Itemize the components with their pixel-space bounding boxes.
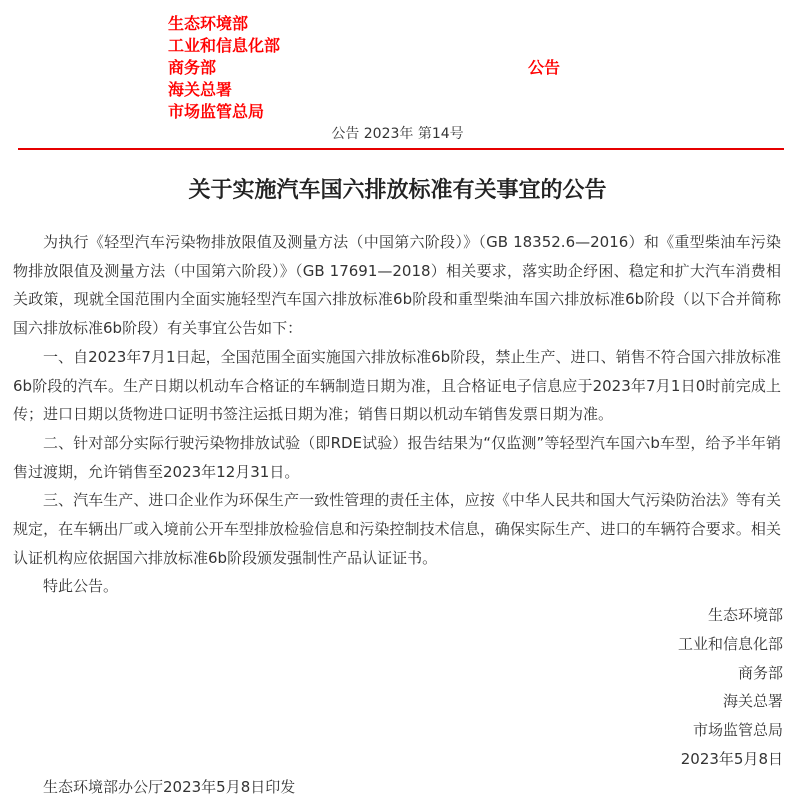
issuing-agency-line: 市场监管总局 — [168, 102, 265, 121]
red-divider-rule — [18, 148, 784, 150]
signature-agency: 生态环境部 — [707, 606, 783, 625]
issuing-agency-line: 海关总署 — [168, 80, 233, 99]
document-header — [0, 0, 795, 123]
body-paragraph-intro: 为执行《轻型汽车污染物排放限值及测量方法（中国第六阶段）》（GB 18352.6—2016）和《重型柴油车污染物排放限值及测量方法（中国第六阶段）》（GB 17691—2018）相关要求，落实助企纾困、稳定和扩大汽车消费相关政策，现就全国范围内全面实施轻型汽车国六排放标准6b阶段和重型柴油车国六排放标准6b阶段（以下合并简称国六排放标准6b阶段）有关事宜公告如下： — [13, 233, 781, 338]
page-title: 关于实施汽车国六排放标准有关事宜的公告 — [188, 178, 607, 203]
announcement-label: 公告 — [528, 58, 561, 77]
body-paragraph-item-1: 一、自2023年7月1日起，全国范围全面实施国六排放标准6b阶段，禁止生产、进口、销售不符合国六排放标准6b阶段的汽车。生产日期以机动车合格证的车辆制造日期为准，且合格证电子信息应于2023年7月1日0时前完成上传；进口日期以货物进口证明书签注运抵日期为准；销售日期以机动车销售发票日期为准。 — [13, 347, 781, 424]
signature-agency: 商务部 — [737, 663, 783, 682]
signature-block — [0, 601, 783, 773]
signature-agency: 工业和信息化部 — [677, 634, 783, 653]
signature-date: 2023年5月8日 — [680, 749, 783, 768]
issuing-agencies — [168, 13, 795, 123]
body-paragraph-item-3: 三、汽车生产、进口企业作为环保生产一致性管理的责任主体，应按《中华人民共和国大气污染防治法》等有关规定，在车辆出厂或入境前公开车型排放检验信息和污染控制技术信息，确保实际生产、进口的车辆符合要求。相关认证机构应依据国六排放标准6b阶段颁发强制性产品认证证书。 — [13, 491, 781, 567]
signature-agency: 市场监管总局 — [692, 720, 783, 739]
signature-agency: 海关总署 — [722, 692, 783, 711]
doc-number: 公告 2023年 第14号 — [331, 126, 464, 142]
issuing-agency-line: 生态环境部 — [168, 14, 249, 33]
issuing-agency-line: 工业和信息化部 — [168, 36, 281, 55]
document-body — [13, 228, 781, 601]
issuing-agency-line: 商务部 — [168, 58, 217, 77]
body-paragraph-closing: 特此公告。 — [43, 577, 119, 596]
print-note: 生态环境部办公厅2023年5月8日印发 — [43, 778, 296, 797]
body-paragraph-item-2: 二、针对部分实际行驶污染物排放试验（即RDE试验）报告结果为“仅监测”等轻型汽车国六b车型，给予半年销售过渡期，允许销售至2023年12月31日。 — [13, 433, 781, 481]
